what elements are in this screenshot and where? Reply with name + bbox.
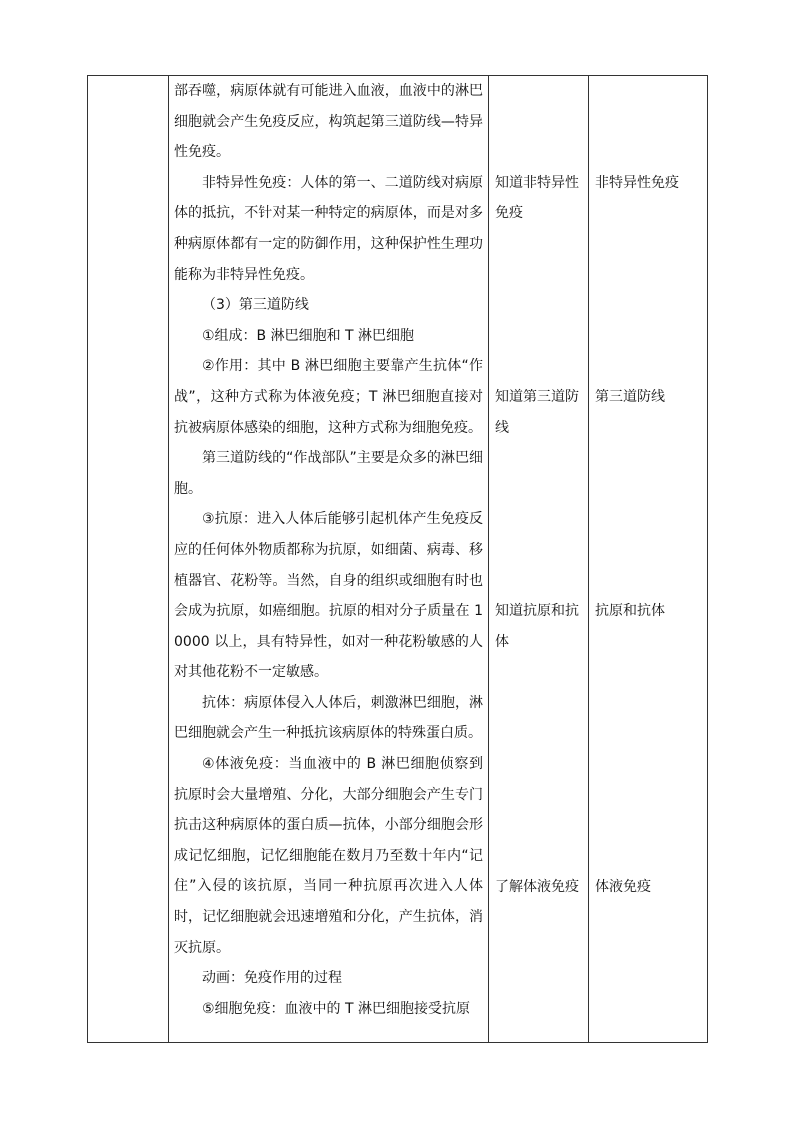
table-row: [88, 76, 708, 1043]
content-paragraph: ③抗原：进入人体后能够引起机体产生免疫反应的任何体外物质都称为抗原，如细菌、病毒、移植器官、花粉等。当然，自身的组织或细胞有时也会成为抗原，如癌细胞。抗原的相对分子质量在 10000 以上，具有特异性，如对一种花粉敏感的人对其他花粉不一定敏感。: [174, 511, 483, 681]
content-paragraph: ②作用：其中 B 淋巴细胞主要靠产生抗体“作战”，这种方式称为体液免疫；T 淋巴细胞直接对抗被病原体感染的细胞，这种方式称为细胞免疫。: [174, 358, 483, 436]
teaching-content-cell: [169, 76, 489, 1043]
lesson-table: [87, 75, 708, 1043]
keypoints-cell: [589, 76, 708, 1043]
teaching-content: [169, 76, 488, 1042]
empty-column-cell: [88, 76, 169, 1043]
content-paragraph: 部吞噬，病原体就有可能进入血液，血液中的淋巴细胞就会产生免疫反应，构筑起第三道防线—特异性免疫。: [174, 83, 483, 161]
objective-text: 知道抗原和抗体: [495, 603, 579, 650]
objective-text: 知道第三道防线: [495, 389, 579, 436]
content-paragraph: ④体液免疫：当血液中的 B 淋巴细胞侦察到抗原时会大量增殖、分化，大部分细胞会产生专门抗击这种病原体的蛋白质—抗体，小部分细胞会形成记忆细胞，记忆细胞能在数月乃至数十年内“记住”入侵的该抗原，当同一种抗原再次进入人体时，记忆细胞就会迅速增殖和分化，产生抗体，消灭抗原。: [174, 756, 483, 956]
content-paragraph: 动画：免疫作用的过程: [202, 970, 342, 987]
keypoint-text: 第三道防线: [595, 389, 665, 405]
content-paragraph: 非特异性免疫：人体的第一、二道防线对病原体的抵抗，不针对某一种特定的病原体，而是对多种病原体都有一定的防御作用，这种保护性生理功能称为非特异性免疫。: [174, 174, 483, 283]
objective-text: 了解体液免疫: [495, 878, 579, 895]
content-paragraph: ①组成：B 淋巴细胞和 T 淋巴细胞: [202, 327, 415, 344]
objective-text: 知道非特异性免疫: [495, 174, 579, 222]
keypoint-text: 非特异性免疫: [595, 174, 679, 191]
content-paragraph: 抗体：病原体侵入人体后，刺激淋巴细胞，淋巴细胞就会产生一种抵抗该病原体的特殊蛋白质。: [174, 694, 483, 742]
learning-objectives: [489, 76, 588, 1042]
keypoint-text: 抗原和抗体: [595, 603, 665, 620]
objectives-cell: [489, 76, 589, 1043]
key-points: [589, 76, 707, 1042]
keypoint-text: 体液免疫: [595, 878, 651, 895]
content-paragraph: ⑤细胞免疫：血液中的 T 淋巴细胞接受抗原: [202, 1000, 471, 1017]
content-paragraph: 第三道防线的“作战部队”主要是众多的淋巴细胞。: [174, 450, 483, 497]
content-paragraph: （3）第三道防线: [202, 297, 309, 314]
